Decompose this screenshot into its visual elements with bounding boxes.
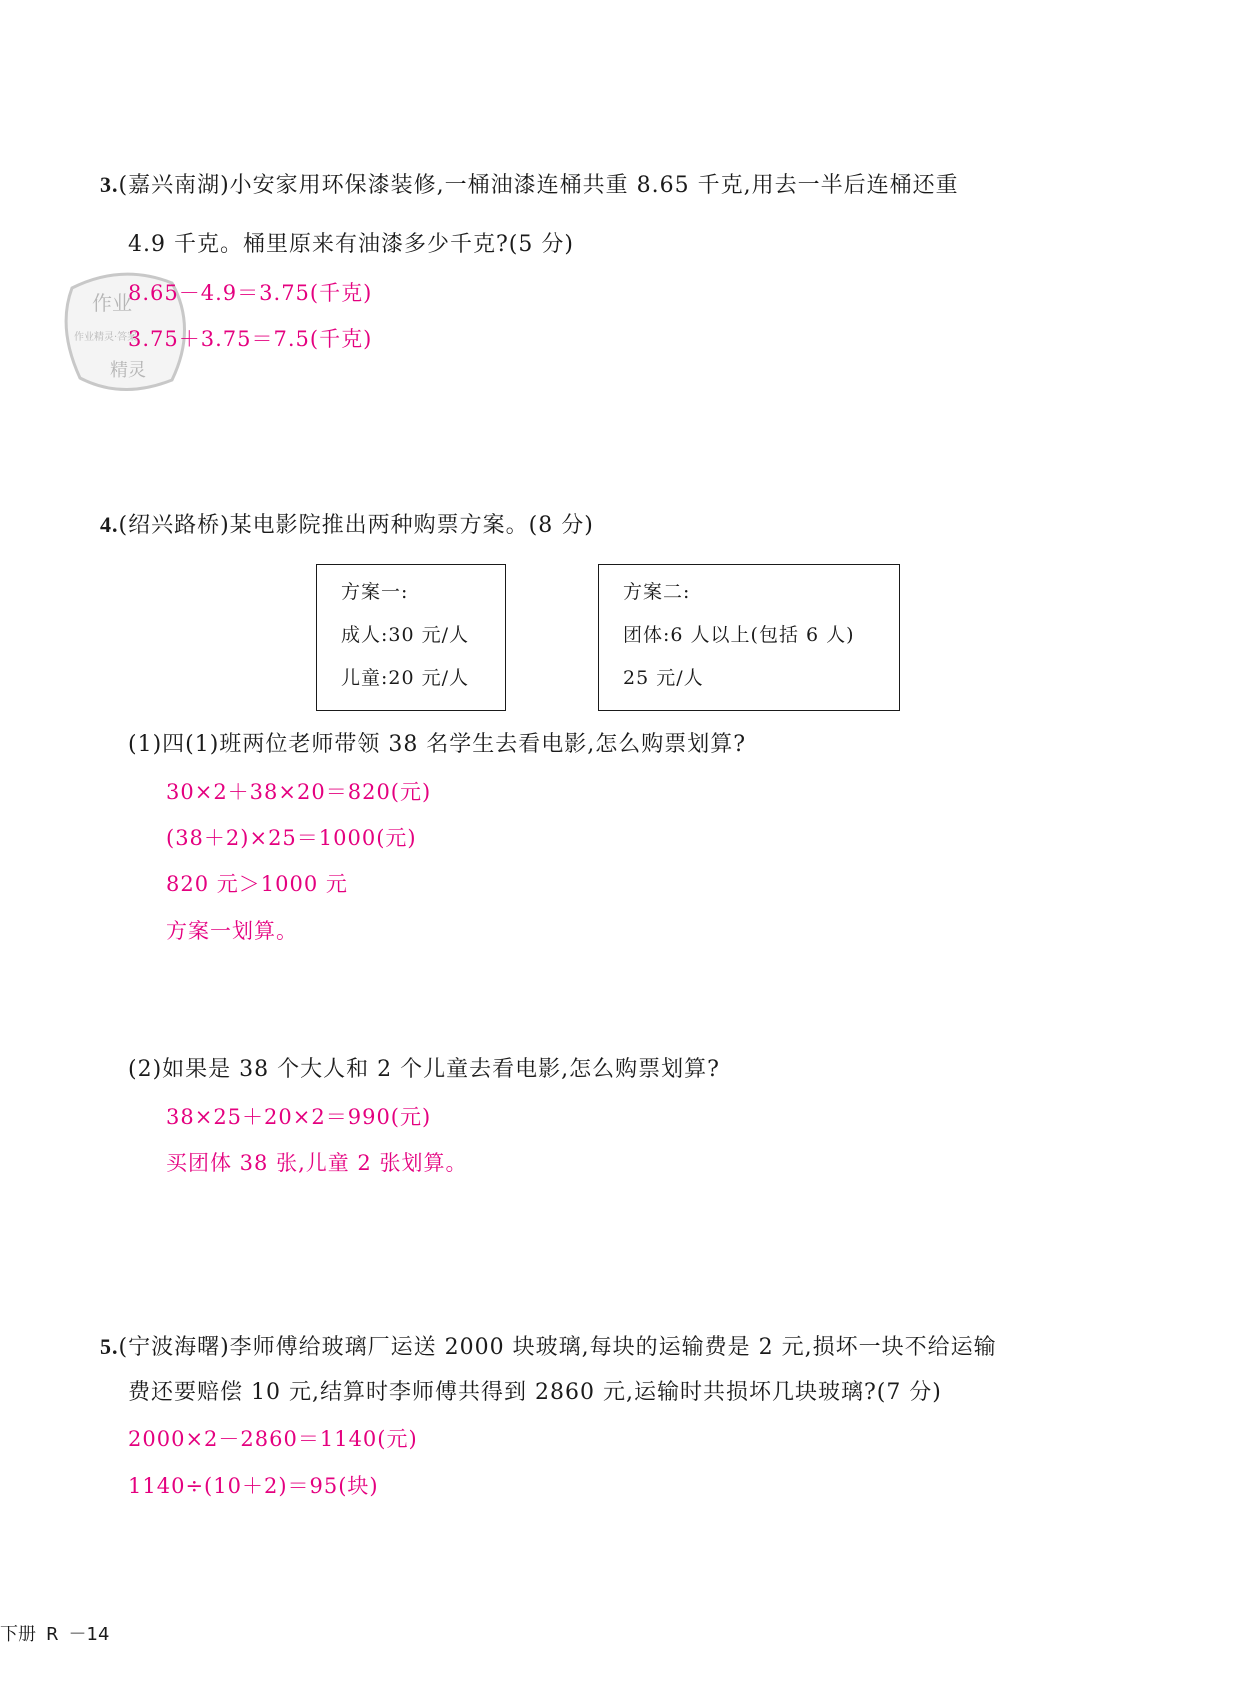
footer-book: 下册 bbox=[0, 1624, 36, 1645]
stamp-text-middle: 作业精灵·答案 bbox=[74, 332, 138, 343]
plan2-group-rule: 团体:6 人以上(包括 6 人) bbox=[623, 624, 855, 646]
q4-sub1-question: (1)四(1)班两位老师带领 38 名学生去看电影,怎么购票划算? bbox=[128, 732, 747, 757]
footer-page-number: －14 bbox=[68, 1624, 110, 1645]
stamp-text-top: 作业 bbox=[92, 291, 132, 315]
plan1-title: 方案一: bbox=[341, 581, 409, 603]
q4-sub2-question: (2)如果是 38 个大人和 2 个儿童去看电影,怎么购票划算? bbox=[128, 1057, 720, 1082]
q3-number: 3. bbox=[100, 172, 119, 197]
q5-number: 5. bbox=[100, 1334, 119, 1359]
plan2-box bbox=[598, 564, 900, 711]
plan1-adult-price: 成人:30 元/人 bbox=[341, 624, 470, 646]
plan2-title: 方案二: bbox=[623, 581, 691, 603]
q3-answer-2: 3.75＋3.75＝7.5(千克) bbox=[128, 327, 373, 351]
q4-line1: 4.(绍兴路桥)某电影院推出两种购票方案。(8 分) bbox=[100, 512, 594, 538]
page-footer bbox=[0, 1620, 119, 1646]
plan1-box bbox=[316, 564, 506, 711]
plan1-child-price: 儿童:20 元/人 bbox=[341, 667, 470, 689]
q5-answer-2: 1140÷(10＋2)＝95(块) bbox=[128, 1474, 379, 1498]
q4-sub1-answer-4: 方案一划算。 bbox=[166, 919, 298, 943]
q5-answer-1: 2000×2－2860＝1140(元) bbox=[128, 1427, 418, 1451]
q4-sub2-answer-2: 买团体 38 张,儿童 2 张划算。 bbox=[166, 1151, 468, 1175]
q3-line1: 3.(嘉兴南湖)小安家用环保漆装修,一桶油漆连桶共重 8.65 千克,用去一半后连桶还重 bbox=[100, 172, 959, 198]
q4-sub2-answer-1: 38×25＋20×2＝990(元) bbox=[166, 1105, 432, 1129]
q4-sub1-answer-3: 820 元＞1000 元 bbox=[166, 872, 348, 896]
q3-line2: 4.9 千克。桶里原来有油漆多少千克?(5 分) bbox=[128, 232, 574, 257]
footer-edition: R bbox=[46, 1624, 59, 1645]
q3-answer-1: 8.65－4.9＝3.75(千克) bbox=[128, 281, 373, 305]
stamp-text-bottom: 精灵 bbox=[110, 360, 146, 381]
q4-sub1-answer-2: (38＋2)×25＝1000(元) bbox=[166, 826, 417, 850]
plan2-group-price: 25 元/人 bbox=[623, 667, 704, 689]
q5-line2: 费还要赔偿 10 元,结算时李师傅共得到 2860 元,运输时共损坏几块玻璃?(7 分) bbox=[128, 1380, 942, 1405]
q4-sub1-answer-1: 30×2＋38×20＝820(元) bbox=[166, 780, 432, 804]
q5-line1: 5.(宁波海曙)李师傅给玻璃厂运送 2000 块玻璃,每块的运输费是 2 元,损坏一块不给运输 bbox=[100, 1334, 997, 1360]
q4-number: 4. bbox=[100, 512, 119, 537]
